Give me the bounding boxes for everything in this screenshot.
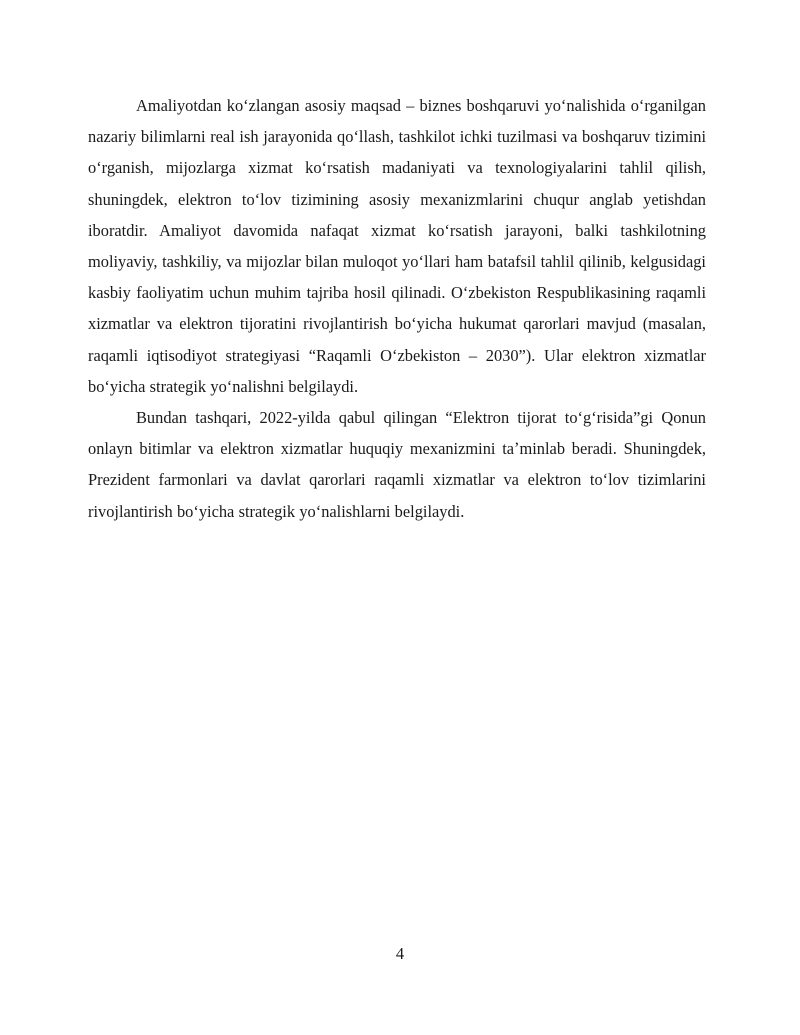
body-paragraph-2: Bundan tashqari, 2022-yilda qabul qilingan “Elektron tijorat toʻgʻrisida”gi Qonun onlayn bitimlar va elektron xizmatlar huquqiy mexanizmini taʼminlab beradi. Shuningdek, Prezident farmonlari va davlat qarorlari raqamli xizmatlar va elektron toʻlov tizimlarini rivojlantirish boʻyicha strategik yoʻnalishlarni belgilaydi. [88, 408, 706, 521]
document-body [88, 90, 706, 527]
body-paragraph-1: Amaliyotdan koʻzlangan asosiy maqsad – biznes boshqaruvi yoʻnalishida oʻrganilgan nazariy bilimlarni real ish jarayonida qoʻllash, tashkilot ichki tuzilmasi va boshqaruv tizimini oʻrganish, mijozlarga xizmat koʻrsatish madaniyati va texnologiyalarini tahlil qilish, shuningdek, elektron toʻlov tizimining asosiy mexanizmlarini chuqur anglab yetishdan iboratdir. Amaliyot davomida nafaqat xizmat koʻrsatish jarayoni, balki tashkilotning moliyaviy, tashkiliy, va mijozlar bilan muloqot yoʻllari ham batafsil tahlil qilinib, kelgusidagi kasbiy faoliyatim uchun muhim tajriba hosil qilinadi. Oʻzbekiston Respublikasining raqamli xizmatlar va elektron tijoratini rivojlantirish boʻyicha hukumat qarorlari mavjud (masalan, raqamli iqtisodiyot strategiyasi “Raqamli Oʻzbekiston – 2030”). Ular elektron xizmatlar boʻyicha strategik yoʻnalishni belgilaydi. [88, 96, 706, 396]
page-number: 4 [395, 944, 405, 963]
